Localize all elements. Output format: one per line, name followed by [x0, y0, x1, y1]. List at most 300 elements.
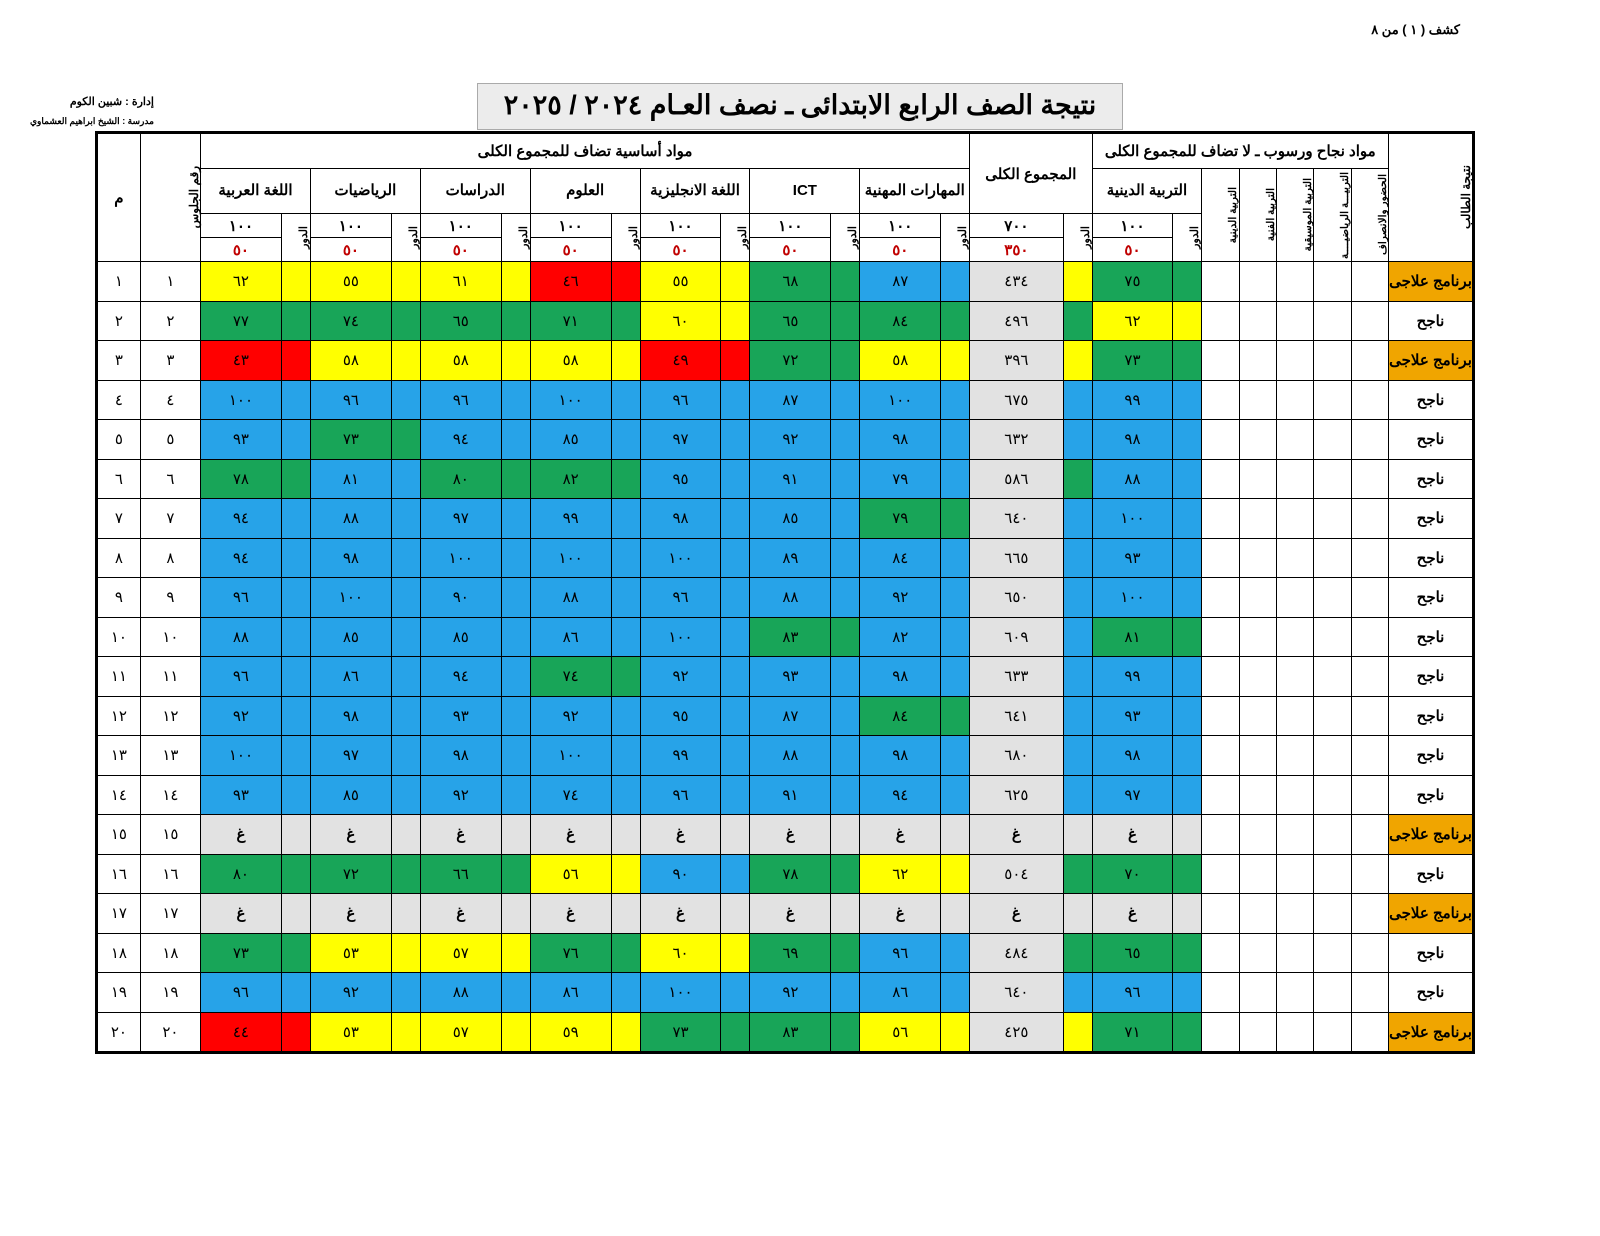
total-round-cell	[1063, 420, 1092, 460]
row-index-cell: ١٣	[97, 736, 141, 776]
subject-mark-cell: ٨٦	[530, 617, 611, 657]
extra-subject-cell	[1277, 499, 1314, 539]
subject-round-cell	[721, 815, 750, 855]
subject-mark-cell: ٧٤	[530, 657, 611, 697]
extra-subject-cell	[1202, 854, 1239, 894]
header-result	[1389, 133, 1474, 262]
religion-round-cell	[1173, 538, 1202, 578]
extra-subject-cell	[1314, 657, 1351, 697]
extra-subject-cell	[1202, 499, 1239, 539]
subject-mark-cell: ٩٥	[640, 696, 721, 736]
religion-mark-cell: ٨٨	[1092, 459, 1173, 499]
subject-round-cell	[391, 459, 420, 499]
student-result: برنامج علاجى	[1389, 1012, 1474, 1053]
table-header	[97, 133, 1474, 262]
subject-round-cell	[831, 736, 860, 776]
extra-subject-cell	[1351, 1012, 1388, 1053]
extra-subject-cell	[1351, 933, 1388, 973]
subject-round-cell	[721, 696, 750, 736]
row-index-cell: ١	[97, 262, 141, 302]
subject-mark-cell: ٨٥	[530, 420, 611, 460]
extra-subject-cell	[1351, 538, 1388, 578]
total-mark-cell: ٣٩٦	[970, 341, 1063, 381]
subject-round-cell	[501, 420, 530, 460]
subject-round-cell	[501, 657, 530, 697]
subject-mark-cell: ٨٦	[310, 657, 391, 697]
subject-round-cell	[611, 301, 640, 341]
total-mark-cell: ٦٤٠	[970, 973, 1063, 1013]
subject-round-cell	[721, 894, 750, 934]
subject-round-cell	[721, 854, 750, 894]
subject-round-cell	[391, 499, 420, 539]
subject-round-cell	[391, 617, 420, 657]
subject-mark-cell: ٩٧	[640, 420, 721, 460]
subject-round-cell	[721, 420, 750, 460]
header-group-noncore: مواد نجاح ورسوب ـ لا تضاف للمجموع الكلى	[1092, 133, 1388, 169]
extra-subject-cell	[1351, 617, 1388, 657]
subject-mark-cell: ٧٤	[530, 775, 611, 815]
subject-mark-cell: ٩٣	[200, 420, 281, 460]
header-subject-religion: التربية الدينية	[1092, 169, 1202, 214]
table-row	[97, 380, 1474, 420]
student-result: ناجح	[1389, 973, 1474, 1013]
row-index-cell: ٩	[97, 578, 141, 618]
subject-round-cell	[831, 538, 860, 578]
total-mark-cell: ٤٩٦	[970, 301, 1063, 341]
subject-mark-cell: ٩٣	[420, 696, 501, 736]
subject-mark-cell: ١٠٠	[640, 538, 721, 578]
extra-subject-cell	[1314, 854, 1351, 894]
page-title: نتيجة الصف الرابع الابتدائى ـ نصف العـام ٢٠٢٤ / ٢٠٢٥	[477, 83, 1124, 130]
student-result: ناجح	[1389, 459, 1474, 499]
subject-mark-cell: ٩٢	[310, 973, 391, 1013]
extra-subject-cell	[1314, 380, 1351, 420]
table-row	[97, 341, 1474, 381]
table-row	[97, 696, 1474, 736]
subject-round-cell	[501, 341, 530, 381]
subject-mark-cell: ٥٣	[310, 933, 391, 973]
subject-mark-cell: ٥٦	[530, 854, 611, 894]
row-index-cell: ٢	[97, 301, 141, 341]
subject-round-cell	[831, 617, 860, 657]
subject-round-cell	[941, 459, 970, 499]
student-result: ناجح	[1389, 854, 1474, 894]
subject-round-cell	[721, 973, 750, 1013]
subject-mark-cell: ٨٠	[200, 854, 281, 894]
subject-round-cell	[941, 696, 970, 736]
religion-round-cell	[1173, 578, 1202, 618]
subject-mark-cell: ٥٩	[530, 1012, 611, 1053]
subject-round-cell	[611, 854, 640, 894]
subject-round-cell	[281, 459, 310, 499]
header-subject-studies: الدراسات	[420, 169, 530, 214]
student-result: ناجح	[1389, 933, 1474, 973]
subject-round-cell	[501, 617, 530, 657]
subject-mark-cell: ٧٢	[750, 341, 831, 381]
subject-mark-cell: ٦٢	[860, 854, 941, 894]
table-row	[97, 578, 1474, 618]
subject-round-cell	[831, 933, 860, 973]
header-row-subjects	[97, 169, 1474, 214]
subject-round-cell	[391, 538, 420, 578]
total-round-cell	[1063, 854, 1092, 894]
header-max-total: ٧٠٠	[970, 214, 1063, 238]
seat-number-cell: ١	[140, 262, 200, 302]
subject-mark-cell: ٩٦	[310, 380, 391, 420]
subject-mark-cell: ٩٣	[200, 775, 281, 815]
subject-round-cell	[941, 341, 970, 381]
subject-round-cell	[611, 1012, 640, 1053]
subject-mark-cell: ٧٩	[860, 499, 941, 539]
student-result: ناجح	[1389, 696, 1474, 736]
subject-mark-cell: ٩٩	[530, 499, 611, 539]
total-round-cell	[1063, 1012, 1092, 1053]
extra-subject-cell	[1314, 617, 1351, 657]
school-label: مدرسة :	[122, 115, 154, 126]
extra-subject-cell	[1314, 578, 1351, 618]
header-max-science: ١٠٠	[530, 214, 611, 238]
subject-round-cell	[501, 933, 530, 973]
subject-mark-cell: ٨٥	[310, 617, 391, 657]
extra-subject-cell	[1239, 894, 1276, 934]
religion-round-cell	[1173, 380, 1202, 420]
religion-round-cell	[1173, 657, 1202, 697]
extra-subject-cell	[1239, 341, 1276, 381]
header-min-studies: ٥٠	[420, 238, 501, 262]
subject-mark-cell: ٩٤	[200, 538, 281, 578]
extra-subject-cell	[1239, 657, 1276, 697]
row-index-cell: ٤	[97, 380, 141, 420]
subject-round-cell	[611, 973, 640, 1013]
extra-subject-cell	[1351, 301, 1388, 341]
subject-mark-cell: ٩٠	[640, 854, 721, 894]
subject-round-cell	[391, 420, 420, 460]
header-lor-english: الدور	[721, 214, 750, 262]
subject-mark-cell: ٥٨	[530, 341, 611, 381]
subject-mark-cell: ٩٣	[750, 657, 831, 697]
subject-mark-cell: ٦٢	[200, 262, 281, 302]
religion-round-cell	[1173, 341, 1202, 381]
extra-subject-cell	[1239, 933, 1276, 973]
total-mark-cell: ٦٣٢	[970, 420, 1063, 460]
subject-mark-cell: ٦٨	[750, 262, 831, 302]
religion-mark-cell: ٩٣	[1092, 538, 1173, 578]
subject-mark-cell: ٩٦	[200, 578, 281, 618]
subject-round-cell	[941, 854, 970, 894]
header-max-math: ١٠٠	[310, 214, 391, 238]
seat-number-cell: ١٨	[140, 933, 200, 973]
subject-mark-cell: ٥٨	[420, 341, 501, 381]
subject-round-cell	[501, 973, 530, 1013]
total-mark-cell: ٦٥٠	[970, 578, 1063, 618]
seat-number-cell: ١٣	[140, 736, 200, 776]
subject-round-cell	[611, 420, 640, 460]
subject-mark-cell: ٨٥	[310, 775, 391, 815]
total-round-cell	[1063, 262, 1092, 302]
subject-mark-cell: ٨٧	[750, 380, 831, 420]
religion-mark-cell: ٩٧	[1092, 775, 1173, 815]
subject-round-cell	[831, 1012, 860, 1053]
subject-mark-cell: ٩٨	[860, 657, 941, 697]
subject-mark-cell: ٩٢	[200, 696, 281, 736]
religion-round-cell	[1173, 696, 1202, 736]
table-row	[97, 1012, 1474, 1053]
subject-mark-cell: غ	[640, 815, 721, 855]
extra-subject-cell	[1314, 1012, 1351, 1053]
extra-subject-cell	[1277, 696, 1314, 736]
extra-subject-cell	[1202, 262, 1239, 302]
total-mark-cell: ٦٠٩	[970, 617, 1063, 657]
extra-subject-cell	[1314, 775, 1351, 815]
subject-round-cell	[721, 933, 750, 973]
subject-round-cell	[831, 854, 860, 894]
total-round-cell	[1063, 617, 1092, 657]
extra-subject-cell	[1314, 933, 1351, 973]
subject-round-cell	[831, 696, 860, 736]
extra-subject-cell	[1351, 380, 1388, 420]
table-row	[97, 617, 1474, 657]
subject-round-cell	[611, 262, 640, 302]
subject-round-cell	[611, 538, 640, 578]
subject-mark-cell: ٨٧	[750, 696, 831, 736]
subject-round-cell	[611, 933, 640, 973]
table-row	[97, 262, 1474, 302]
subject-round-cell	[721, 775, 750, 815]
extra-subject-cell	[1277, 854, 1314, 894]
subject-mark-cell: ٩٢	[750, 973, 831, 1013]
religion-round-cell	[1173, 933, 1202, 973]
subject-round-cell	[391, 815, 420, 855]
seat-number-cell: ١٢	[140, 696, 200, 736]
header-extra-2: التربية الفنية	[1239, 169, 1276, 262]
extra-subject-cell	[1351, 262, 1388, 302]
subject-mark-cell: ٩٢	[420, 775, 501, 815]
subject-round-cell	[281, 854, 310, 894]
subject-round-cell	[281, 736, 310, 776]
extra-subject-cell	[1202, 815, 1239, 855]
subject-mark-cell: ١٠٠	[640, 973, 721, 1013]
extra-subject-cell	[1314, 459, 1351, 499]
table-row	[97, 973, 1474, 1013]
extra-subject-cell	[1351, 775, 1388, 815]
extra-subject-cell	[1277, 973, 1314, 1013]
total-round-cell	[1063, 301, 1092, 341]
extra-subject-cell	[1239, 538, 1276, 578]
extra-subject-cell	[1351, 341, 1388, 381]
subject-mark-cell: ٩٥	[640, 459, 721, 499]
extra-subject-cell	[1351, 420, 1388, 460]
extra-subject-cell	[1202, 459, 1239, 499]
subject-round-cell	[281, 617, 310, 657]
header-subject-english: اللغة الانجليزية	[640, 169, 750, 214]
subject-mark-cell: غ	[750, 894, 831, 934]
subject-round-cell	[941, 578, 970, 618]
subject-round-cell	[721, 657, 750, 697]
subject-round-cell	[611, 657, 640, 697]
header-lor-total: الدور	[1063, 214, 1092, 262]
student-result: ناجح	[1389, 736, 1474, 776]
subject-round-cell	[941, 894, 970, 934]
subject-mark-cell: ٩٨	[310, 696, 391, 736]
subject-round-cell	[831, 341, 860, 381]
seat-number-cell: ٩	[140, 578, 200, 618]
subject-round-cell	[281, 578, 310, 618]
extra-subject-cell	[1351, 894, 1388, 934]
total-round-cell	[1063, 380, 1092, 420]
result-table-container	[95, 131, 1475, 1054]
subject-round-cell	[281, 301, 310, 341]
religion-round-cell	[1173, 894, 1202, 934]
subject-round-cell	[501, 499, 530, 539]
table-row	[97, 894, 1474, 934]
extra-subject-cell	[1239, 459, 1276, 499]
student-result: ناجح	[1389, 657, 1474, 697]
header-max-religion: ١٠٠	[1092, 214, 1173, 238]
subject-mark-cell: غ	[200, 894, 281, 934]
subject-mark-cell: ٨٤	[860, 696, 941, 736]
extra-subject-cell	[1202, 736, 1239, 776]
subject-mark-cell: ٧٣	[640, 1012, 721, 1053]
subject-round-cell	[501, 815, 530, 855]
subject-mark-cell: ٧٦	[530, 933, 611, 973]
subject-mark-cell: ٤٩	[640, 341, 721, 381]
subject-mark-cell: ٩٢	[750, 420, 831, 460]
religion-round-cell	[1173, 420, 1202, 460]
subject-round-cell	[501, 736, 530, 776]
subject-round-cell	[941, 301, 970, 341]
subject-round-cell	[831, 973, 860, 1013]
total-mark-cell: ٥٠٤	[970, 854, 1063, 894]
subject-round-cell	[611, 696, 640, 736]
subject-mark-cell: ٧٣	[200, 933, 281, 973]
total-mark-cell: ٦٢٥	[970, 775, 1063, 815]
religion-round-cell	[1173, 854, 1202, 894]
subject-round-cell	[391, 696, 420, 736]
table-row	[97, 301, 1474, 341]
subject-mark-cell: ١٠٠	[860, 380, 941, 420]
student-result: برنامج علاجى	[1389, 894, 1474, 934]
subject-mark-cell: غ	[420, 815, 501, 855]
extra-subject-cell	[1239, 499, 1276, 539]
header-min-math: ٥٠	[310, 238, 391, 262]
header-min-ict: ٥٠	[750, 238, 831, 262]
subject-round-cell	[611, 894, 640, 934]
subject-mark-cell: ٦٦	[420, 854, 501, 894]
extra-subject-cell	[1277, 301, 1314, 341]
subject-mark-cell: ٨٧	[860, 262, 941, 302]
student-result: ناجح	[1389, 301, 1474, 341]
row-index-cell: ١٤	[97, 775, 141, 815]
seat-number-cell: ٢٠	[140, 1012, 200, 1053]
header-max-vocational: ١٠٠	[860, 214, 941, 238]
subject-round-cell	[941, 380, 970, 420]
subject-round-cell	[391, 894, 420, 934]
subject-round-cell	[391, 933, 420, 973]
subject-round-cell	[281, 696, 310, 736]
student-result: برنامج علاجى	[1389, 815, 1474, 855]
subject-round-cell	[501, 1012, 530, 1053]
extra-subject-cell	[1314, 262, 1351, 302]
subject-mark-cell: ٩٢	[860, 578, 941, 618]
extra-subject-cell	[1277, 815, 1314, 855]
header-min-total: ٣٥٠	[970, 238, 1063, 262]
subject-mark-cell: ٤٣	[200, 341, 281, 381]
total-round-cell	[1063, 736, 1092, 776]
extra-subject-cell	[1277, 420, 1314, 460]
subject-round-cell	[831, 380, 860, 420]
subject-round-cell	[831, 578, 860, 618]
row-index-cell: ١٦	[97, 854, 141, 894]
total-mark-cell: غ	[970, 815, 1063, 855]
row-index-cell: ١٧	[97, 894, 141, 934]
extra-subject-cell	[1277, 657, 1314, 697]
header-subject-science: العلوم	[530, 169, 640, 214]
extra-subject-cell	[1314, 973, 1351, 1013]
subject-mark-cell: ١٠٠	[200, 736, 281, 776]
subject-round-cell	[501, 262, 530, 302]
subject-mark-cell: ٨٨	[420, 973, 501, 1013]
header-lor-studies: الدور	[501, 214, 530, 262]
subject-mark-cell: ٩٤	[420, 420, 501, 460]
subject-mark-cell: ٨٠	[420, 459, 501, 499]
religion-round-cell	[1173, 1012, 1202, 1053]
extra-subject-cell	[1239, 262, 1276, 302]
subject-mark-cell: ٥٦	[860, 1012, 941, 1053]
religion-mark-cell: ٧٠	[1092, 854, 1173, 894]
extra-subject-cell	[1314, 696, 1351, 736]
header-subject-math: الرياضيات	[310, 169, 420, 214]
subject-round-cell	[941, 617, 970, 657]
subject-round-cell	[941, 736, 970, 776]
row-index-cell: ٥	[97, 420, 141, 460]
extra-subject-cell	[1239, 736, 1276, 776]
extra-subject-cell	[1314, 341, 1351, 381]
religion-mark-cell: ٧١	[1092, 1012, 1173, 1053]
subject-round-cell	[721, 499, 750, 539]
subject-round-cell	[611, 380, 640, 420]
subject-mark-cell: ٨٣	[750, 617, 831, 657]
extra-subject-cell	[1277, 459, 1314, 499]
subject-mark-cell: ٨٨	[310, 499, 391, 539]
header-min-science: ٥٠	[530, 238, 611, 262]
subject-mark-cell: ١٠٠	[530, 380, 611, 420]
extra-subject-cell	[1202, 538, 1239, 578]
subject-round-cell	[501, 894, 530, 934]
religion-mark-cell: ١٠٠	[1092, 578, 1173, 618]
subject-round-cell	[281, 262, 310, 302]
subject-mark-cell: غ	[420, 894, 501, 934]
extra-subject-cell	[1239, 578, 1276, 618]
subject-round-cell	[831, 301, 860, 341]
subject-mark-cell: ٩٨	[860, 736, 941, 776]
table-row	[97, 657, 1474, 697]
subject-round-cell	[941, 657, 970, 697]
subject-round-cell	[391, 262, 420, 302]
seat-number-cell: ١٧	[140, 894, 200, 934]
subject-round-cell	[611, 499, 640, 539]
subject-round-cell	[721, 1012, 750, 1053]
extra-subject-cell	[1239, 854, 1276, 894]
subject-round-cell	[721, 617, 750, 657]
total-round-cell	[1063, 894, 1092, 934]
subject-round-cell	[721, 538, 750, 578]
subject-mark-cell: ٩١	[750, 775, 831, 815]
subject-mark-cell: غ	[860, 815, 941, 855]
extra-subject-cell	[1202, 301, 1239, 341]
religion-mark-cell: ٧٣	[1092, 341, 1173, 381]
extra-subject-cell	[1202, 894, 1239, 934]
header-total: المجموع الكلى	[970, 133, 1092, 214]
